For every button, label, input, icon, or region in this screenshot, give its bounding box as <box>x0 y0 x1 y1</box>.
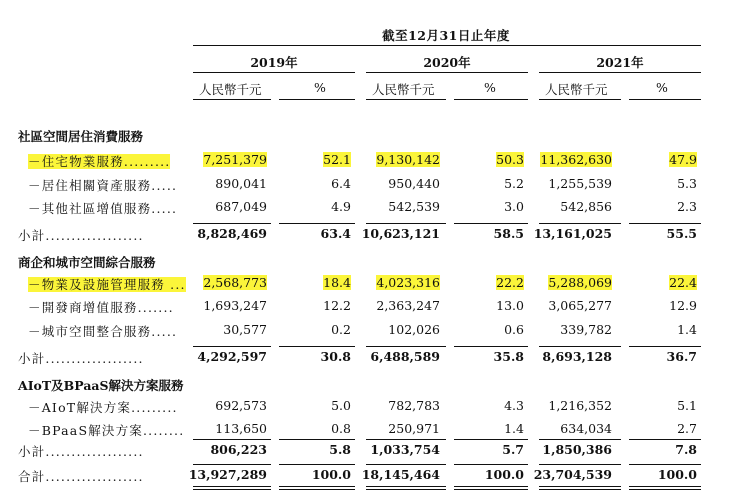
pct-header-2021: % <box>656 80 668 95</box>
pct-2021: 36.7 <box>666 349 697 364</box>
pct-2021: 22.4 <box>669 275 697 290</box>
pct-2020: 35.8 <box>493 349 524 364</box>
value-2019: 7,251,379 <box>203 152 267 167</box>
highlighted-label: －物業及設施管理服務 ... <box>28 277 186 292</box>
value-2020: 18,145,464 <box>361 467 440 482</box>
row-label: －其他社區增值服務..... <box>28 201 178 216</box>
unit-header-2019: 人民幣千元 <box>199 82 262 97</box>
year-2019: 2019年 <box>250 55 298 70</box>
value-2021: 23,704,539 <box>533 467 612 482</box>
row-label: －BPaaS解決方案........ <box>28 423 185 438</box>
unit-header-2021: 人民幣千元 <box>545 82 608 97</box>
pct-2019: 18.4 <box>323 275 351 290</box>
pct-2019: 5.8 <box>329 442 351 457</box>
pct-2020: 13.0 <box>496 298 524 313</box>
unit-header-2020: 人民幣千元 <box>372 82 435 97</box>
pct-2020: 100.0 <box>484 467 524 482</box>
pct-2019: 5.0 <box>331 398 351 413</box>
pct-2021: 2.3 <box>677 199 697 214</box>
section-heading: 商企和城市空間綜合服務 <box>18 255 156 270</box>
pct-2021: 55.5 <box>666 226 697 241</box>
subtotal-label: 小計................... <box>18 228 144 243</box>
section-heading: AIoT及BPaaS解決方案服務 <box>18 378 184 393</box>
value-2021: 3,065,277 <box>548 298 612 313</box>
total-rule <box>193 464 271 465</box>
col-rule <box>454 99 528 100</box>
subtotal-rule <box>629 439 701 440</box>
subtotal-rule <box>366 223 446 224</box>
pct-2020: 58.5 <box>493 226 524 241</box>
pct-2019: 0.8 <box>331 421 351 436</box>
col-rule <box>366 99 446 100</box>
subtotal-rule <box>279 439 355 440</box>
subtotal-rule <box>366 439 446 440</box>
row-label: －城市空間整合服務..... <box>28 324 178 339</box>
value-2020: 1,033,754 <box>370 442 440 457</box>
value-2021: 5,288,069 <box>548 275 612 290</box>
year-rule-2020 <box>366 72 528 73</box>
pct-2021: 12.9 <box>669 298 697 313</box>
value-2019: 687,049 <box>215 199 267 214</box>
value-2021: 1,216,352 <box>548 398 612 413</box>
pct-2020: 0.6 <box>504 322 524 337</box>
col-rule <box>193 99 271 100</box>
pct-2020: 22.2 <box>496 275 524 290</box>
value-2019: 8,828,469 <box>197 226 267 241</box>
pct-2020: 5.2 <box>504 176 524 191</box>
pct-2021: 5.1 <box>677 398 697 413</box>
pct-2019: 12.2 <box>323 298 351 313</box>
value-2020: 542,539 <box>388 199 440 214</box>
subtotal-rule <box>279 223 355 224</box>
value-2021: 542,856 <box>560 199 612 214</box>
col-rule <box>629 99 701 100</box>
pct-2021: 7.8 <box>675 442 697 457</box>
subtotal-rule <box>454 346 528 347</box>
value-2019: 1,693,247 <box>203 298 267 313</box>
header-rule-top <box>193 45 701 46</box>
pct-2021: 5.3 <box>677 176 697 191</box>
value-2019: 692,573 <box>215 398 267 413</box>
pct-2020: 1.4 <box>504 421 524 436</box>
pct-2021: 100.0 <box>657 467 697 482</box>
value-2021: 1,255,539 <box>548 176 612 191</box>
row-label <box>28 275 186 293</box>
row-label <box>28 152 170 170</box>
year-2021: 2021年 <box>596 55 644 70</box>
pct-2020: 5.7 <box>502 442 524 457</box>
pct-2020: 4.3 <box>504 398 524 413</box>
pct-header-2019: % <box>314 80 326 95</box>
pct-2019: 6.4 <box>331 176 351 191</box>
col-rule <box>279 99 355 100</box>
year-2020: 2020年 <box>423 55 471 70</box>
subtotal-rule <box>539 439 621 440</box>
total-rule <box>629 464 701 465</box>
total-rule <box>539 464 621 465</box>
value-2020: 9,130,142 <box>376 152 440 167</box>
subtotal-rule <box>539 346 621 347</box>
value-2021: 8,693,128 <box>542 349 612 364</box>
subtotal-rule <box>366 346 446 347</box>
section-heading: 社區空間居住消費服務 <box>18 129 144 144</box>
year-rule-2019 <box>193 72 355 73</box>
value-2020: 950,440 <box>388 176 440 191</box>
value-2019: 4,292,597 <box>197 349 267 364</box>
value-2021: 11,362,630 <box>540 152 612 167</box>
pct-2021: 1.4 <box>677 322 697 337</box>
subtotal-rule <box>193 439 271 440</box>
row-label: －AIoT解決方案......... <box>28 400 178 415</box>
subtotal-label: 小計................... <box>18 351 144 366</box>
col-rule <box>539 99 621 100</box>
value-2021: 1,850,386 <box>542 442 612 457</box>
value-2019: 30,577 <box>223 322 267 337</box>
value-2019: 890,041 <box>215 176 267 191</box>
pct-2020: 3.0 <box>504 199 524 214</box>
row-label: －開發商增值服務....... <box>28 300 174 315</box>
value-2021: 13,161,025 <box>533 226 612 241</box>
subtotal-label: 小計................... <box>18 444 144 459</box>
value-2020: 4,023,316 <box>376 275 440 290</box>
period-title: 截至12月31日止年度 <box>382 28 510 43</box>
value-2021: 339,782 <box>560 322 612 337</box>
subtotal-rule <box>279 346 355 347</box>
value-2020: 2,363,247 <box>376 298 440 313</box>
pct-2019: 100.0 <box>311 467 351 482</box>
value-2019: 806,223 <box>210 442 267 457</box>
highlighted-label: －住宅物業服務......... <box>28 154 171 169</box>
total-label: 合計................... <box>18 469 144 484</box>
total-rule <box>454 464 528 465</box>
pct-2020: 50.3 <box>496 152 524 167</box>
subtotal-rule <box>454 223 528 224</box>
row-label: －居住相關資產服務..... <box>28 178 178 193</box>
value-2019: 13,927,289 <box>188 467 267 482</box>
pct-2021: 47.9 <box>669 152 697 167</box>
pct-2021: 2.7 <box>677 421 697 436</box>
pct-2019: 63.4 <box>320 226 351 241</box>
value-2020: 10,623,121 <box>361 226 440 241</box>
pct-header-2020: % <box>484 80 496 95</box>
subtotal-rule <box>193 346 271 347</box>
value-2020: 102,026 <box>388 322 440 337</box>
value-2021: 634,034 <box>560 421 612 436</box>
subtotal-rule <box>629 346 701 347</box>
pct-2019: 30.8 <box>320 349 351 364</box>
value-2019: 2,568,773 <box>203 275 267 290</box>
year-rule-2021 <box>539 72 701 73</box>
subtotal-rule <box>193 223 271 224</box>
pct-2019: 0.2 <box>331 322 351 337</box>
total-rule <box>366 464 446 465</box>
value-2020: 6,488,589 <box>370 349 440 364</box>
value-2020: 782,783 <box>388 398 440 413</box>
pct-2019: 4.9 <box>331 199 351 214</box>
subtotal-rule <box>539 223 621 224</box>
value-2020: 250,971 <box>388 421 440 436</box>
subtotal-rule <box>454 439 528 440</box>
pct-2019: 52.1 <box>323 152 351 167</box>
subtotal-rule <box>629 223 701 224</box>
total-rule <box>279 464 355 465</box>
value-2019: 113,650 <box>215 421 267 436</box>
